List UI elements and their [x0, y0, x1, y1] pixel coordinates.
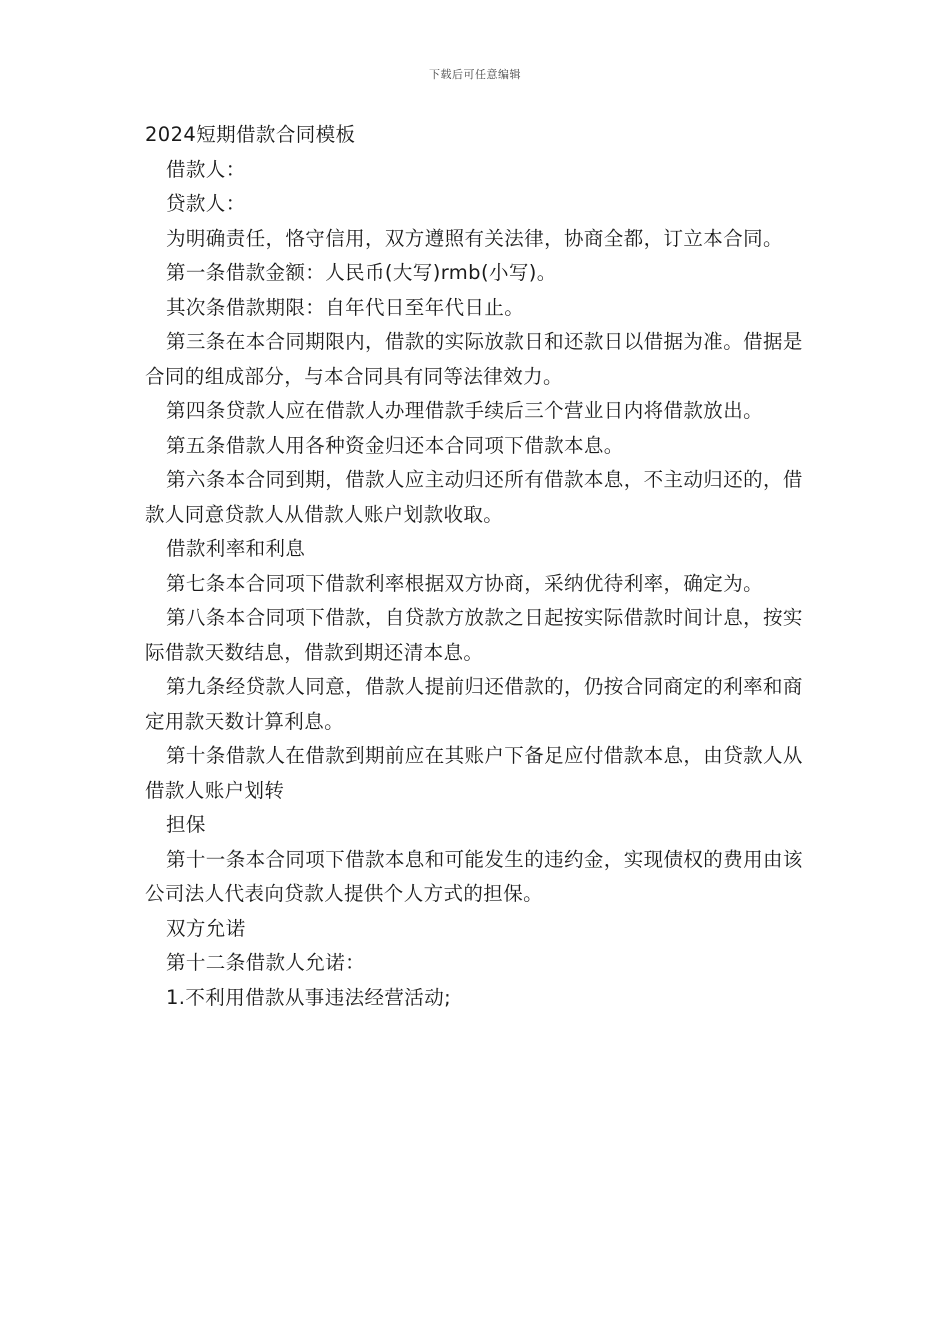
paragraph-article-4: 第四条贷款人应在借款人办理借款手续后三个营业日内将借款放出。: [166, 399, 764, 422]
paragraph-borrower: 借款人：: [166, 157, 246, 181]
paragraph-article-3: 第三条在本合同期限内，借款的实际放款日和还款日以借据为准。借据是合同的组成部分，与本合同具有同等法律效力。: [145, 330, 803, 388]
section-heading-commitments: 双方允诺: [166, 916, 246, 940]
paragraph-article-9: 第九条经贷款人同意，借款人提前归还借款的，仍按合同商定的利率和商定用款天数计算利息。: [145, 675, 803, 733]
paragraph-article-8: 第八条本合同项下借款，自贷款方放款之日起按实际借款时间计息，按实际借款天数结息，借款到期还清本息。: [145, 606, 803, 664]
page-header-note: 下载后可任意编辑: [429, 68, 521, 81]
section-heading-guarantee: 担保: [166, 813, 206, 836]
section-heading-interest: 借款利率和利息: [166, 537, 306, 560]
list-item-1: 1.不利用借款从事违法经营活动;: [166, 985, 452, 1009]
paragraph-article-7: 第七条本合同项下借款利率根据双方协商，采纳优待利率，确定为。: [166, 571, 764, 595]
paragraph-article-11: 第十一条本合同项下借款本息和可能发生的违约金，实现债权的费用由该公司法人代表向贷款人提供个人方式的担保。: [145, 847, 803, 905]
paragraph-article-6: 第六条本合同到期，借款人应主动归还所有借款本息，不主动归还的，借款人同意贷款人从借款人账户划款收取。: [145, 468, 803, 526]
paragraph-article-2: 其次条借款期限：自年代日至年代日止。: [166, 295, 525, 319]
document-title: 2024短期借款合同模板: [145, 123, 356, 146]
paragraph-article-5: 第五条借款人用各种资金归还本合同项下借款本息。: [166, 433, 624, 457]
paragraph-article-12: 第十二条借款人允诺：: [166, 951, 366, 974]
paragraph-lender: 贷款人：: [166, 192, 246, 215]
paragraph-article-1: 第一条借款金额：人民币(大写)rmb(小写)。: [166, 261, 557, 284]
paragraph-article-10: 第十条借款人在借款到期前应在其账户下备足应付借款本息，由贷款人从借款人账户划转: [145, 744, 803, 802]
paragraph-preamble: 为明确责任，恪守信用，双方遵照有关法律，协商全都，订立本合同。: [166, 226, 783, 250]
document-body: [145, 118, 810, 1015]
